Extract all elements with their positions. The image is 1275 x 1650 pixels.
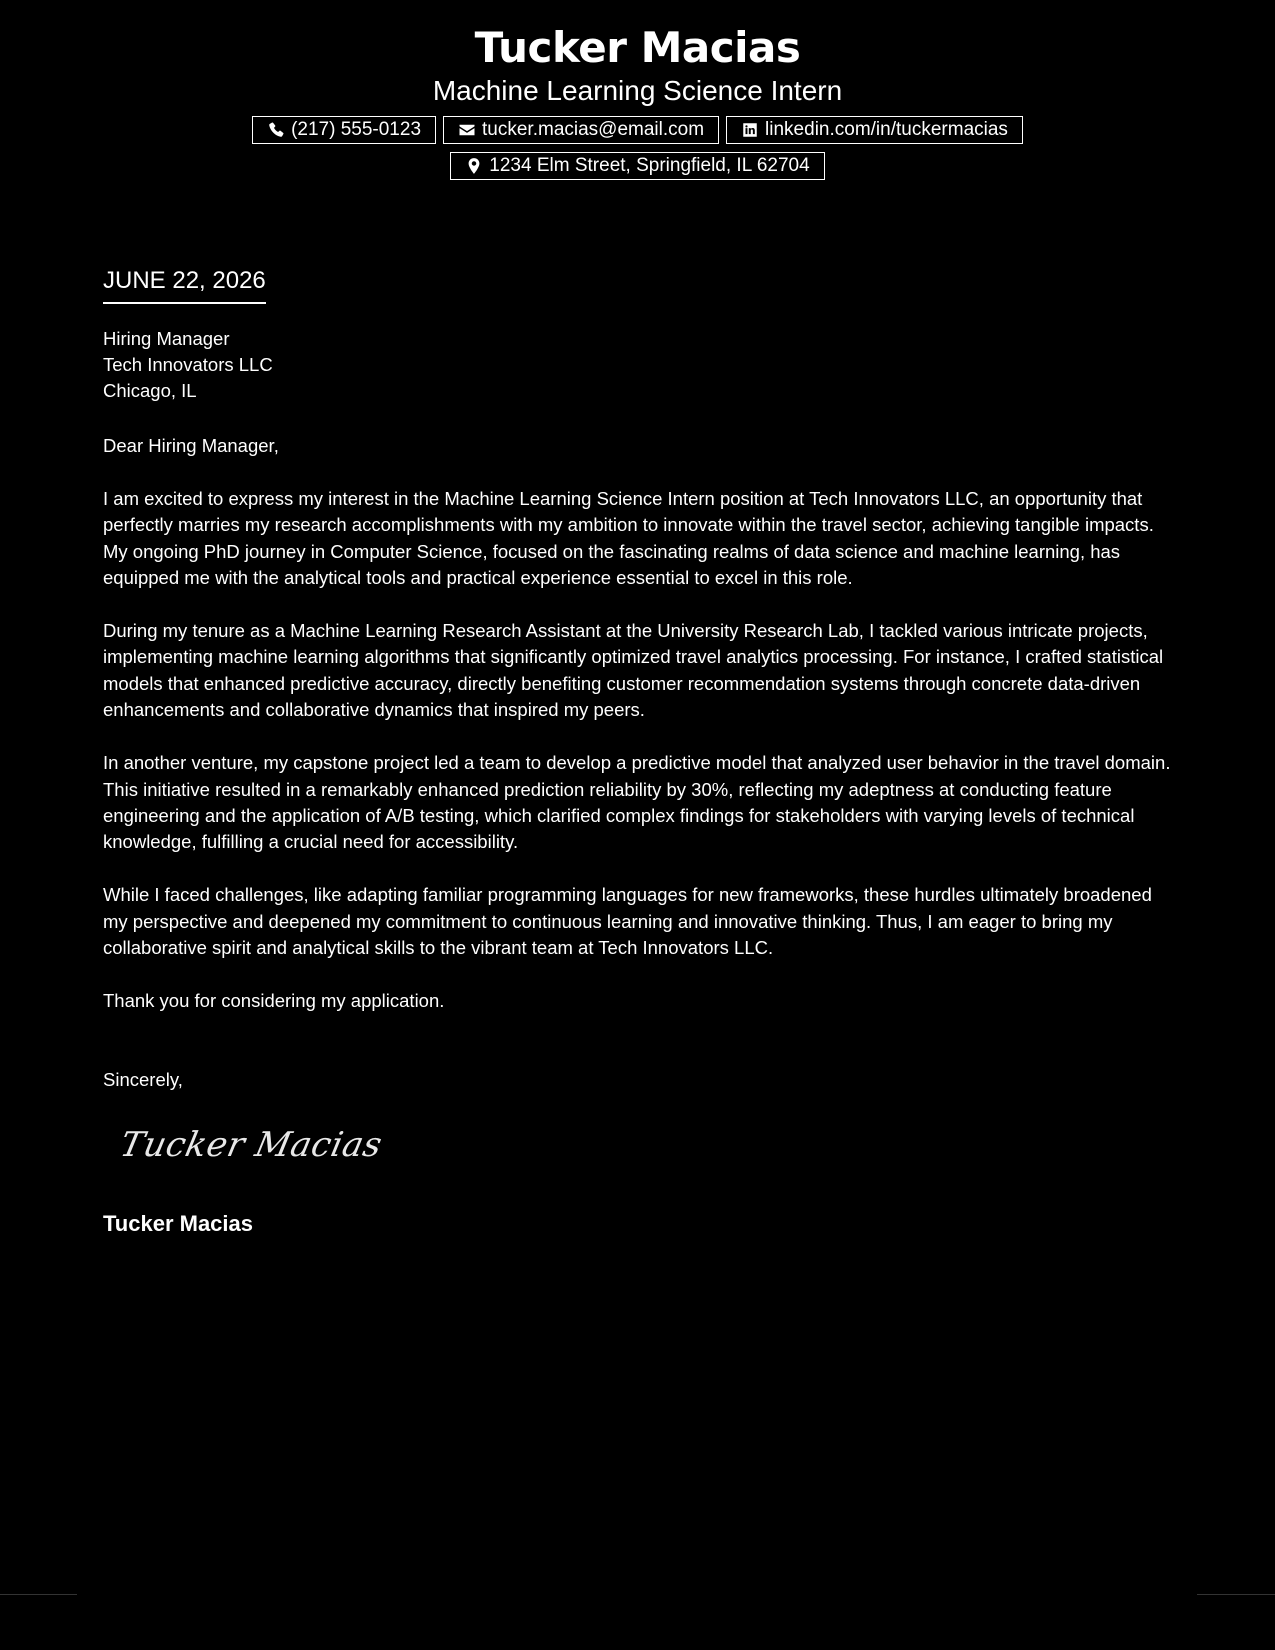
body-paragraph: During my tenure as a Machine Learning Research Assistant at the University Research Lab, I tackled various intricate projects, implementing machine learning algorithms that significantly optimized travel analytics processing. For instance, I crafted statistical models that enhanced predictive accuracy, directly benefiting customer recommendation systems through concrete data-driven enhancements and collaborative dynamics that inspired my peers. — [103, 620, 1164, 721]
contact-linkedin[interactable] — [726, 116, 1023, 144]
recipient-block — [103, 326, 273, 404]
phone-icon — [267, 121, 285, 139]
recipient-location: Chicago, IL — [103, 380, 197, 401]
contact-email[interactable] — [443, 116, 719, 144]
recipient-company: Tech Innovators LLC — [103, 354, 273, 375]
map-pin-icon — [465, 157, 483, 175]
signature: Tucker Macias — [116, 1125, 386, 1165]
body-paragraph: Thank you for considering my application. — [103, 990, 445, 1011]
linkedin-icon — [741, 121, 759, 139]
body-paragraph: In another venture, my capstone project led a team to develop a predictive model that analyzed user behavior in the travel domain. This initiative resulted in a remarkably enhanced prediction reliability by 30%, reflecting my adeptness at conducting feature engineering and the application of A/B testing, which clarified complex findings for stakeholders with varying levels of technical knowledge, fulfilling a crucial need for accessibility. — [103, 752, 1171, 853]
contact-email-text: tucker.macias@email.com — [482, 119, 705, 140]
body-paragraph: While I faced challenges, like adapting familiar programming languages for new frameworks, these hurdles ultimately broadened my perspective and deepened my commitment to continuous learning and innovative thinking. Thus, I am eager to bring my collaborative spirit and analytical skills to the vibrant team at Tech Innovators LLC. — [103, 884, 1152, 959]
contact-address[interactable] — [450, 152, 824, 180]
letter-date-block — [103, 266, 266, 304]
closing: Sincerely, — [103, 1069, 183, 1090]
letter-date: JUNE 22, 2026 — [103, 266, 266, 304]
letter-body — [103, 433, 1178, 1041]
contact-list — [228, 116, 1048, 180]
applicant-name: Tucker Macias — [474, 23, 801, 72]
body-paragraph: I am excited to express my interest in the Machine Learning Science Intern position at Tech Innovators LLC, an opportunity that perfectly marries my research accomplishments with my ambition to innovate within the travel sector, achieving tangible impacts. My ongoing PhD journey in Computer Science, focused on the fascinating realms of data science and machine learning, has equipped me with the analytical tools and practical experience essential to excel in this role. — [103, 487, 1154, 589]
contact-phone[interactable] — [252, 116, 436, 144]
contact-linkedin-text: linkedin.com/in/tuckermacias — [765, 119, 1008, 140]
envelope-icon — [458, 121, 476, 139]
recipient-title: Hiring Manager — [103, 328, 230, 349]
contact-address-text: 1234 Elm Street, Springfield, IL 62704 — [489, 155, 810, 176]
footer-divider-right — [1197, 1594, 1275, 1595]
salutation: Dear Hiring Manager, — [103, 435, 279, 456]
signed-name: Tucker Macias — [103, 1211, 254, 1236]
letter-header — [0, 22, 1275, 180]
contact-phone-text: (217) 555-0123 — [291, 119, 422, 140]
footer-divider-left — [0, 1594, 77, 1595]
applicant-role: Machine Learning Science Intern — [432, 75, 843, 106]
